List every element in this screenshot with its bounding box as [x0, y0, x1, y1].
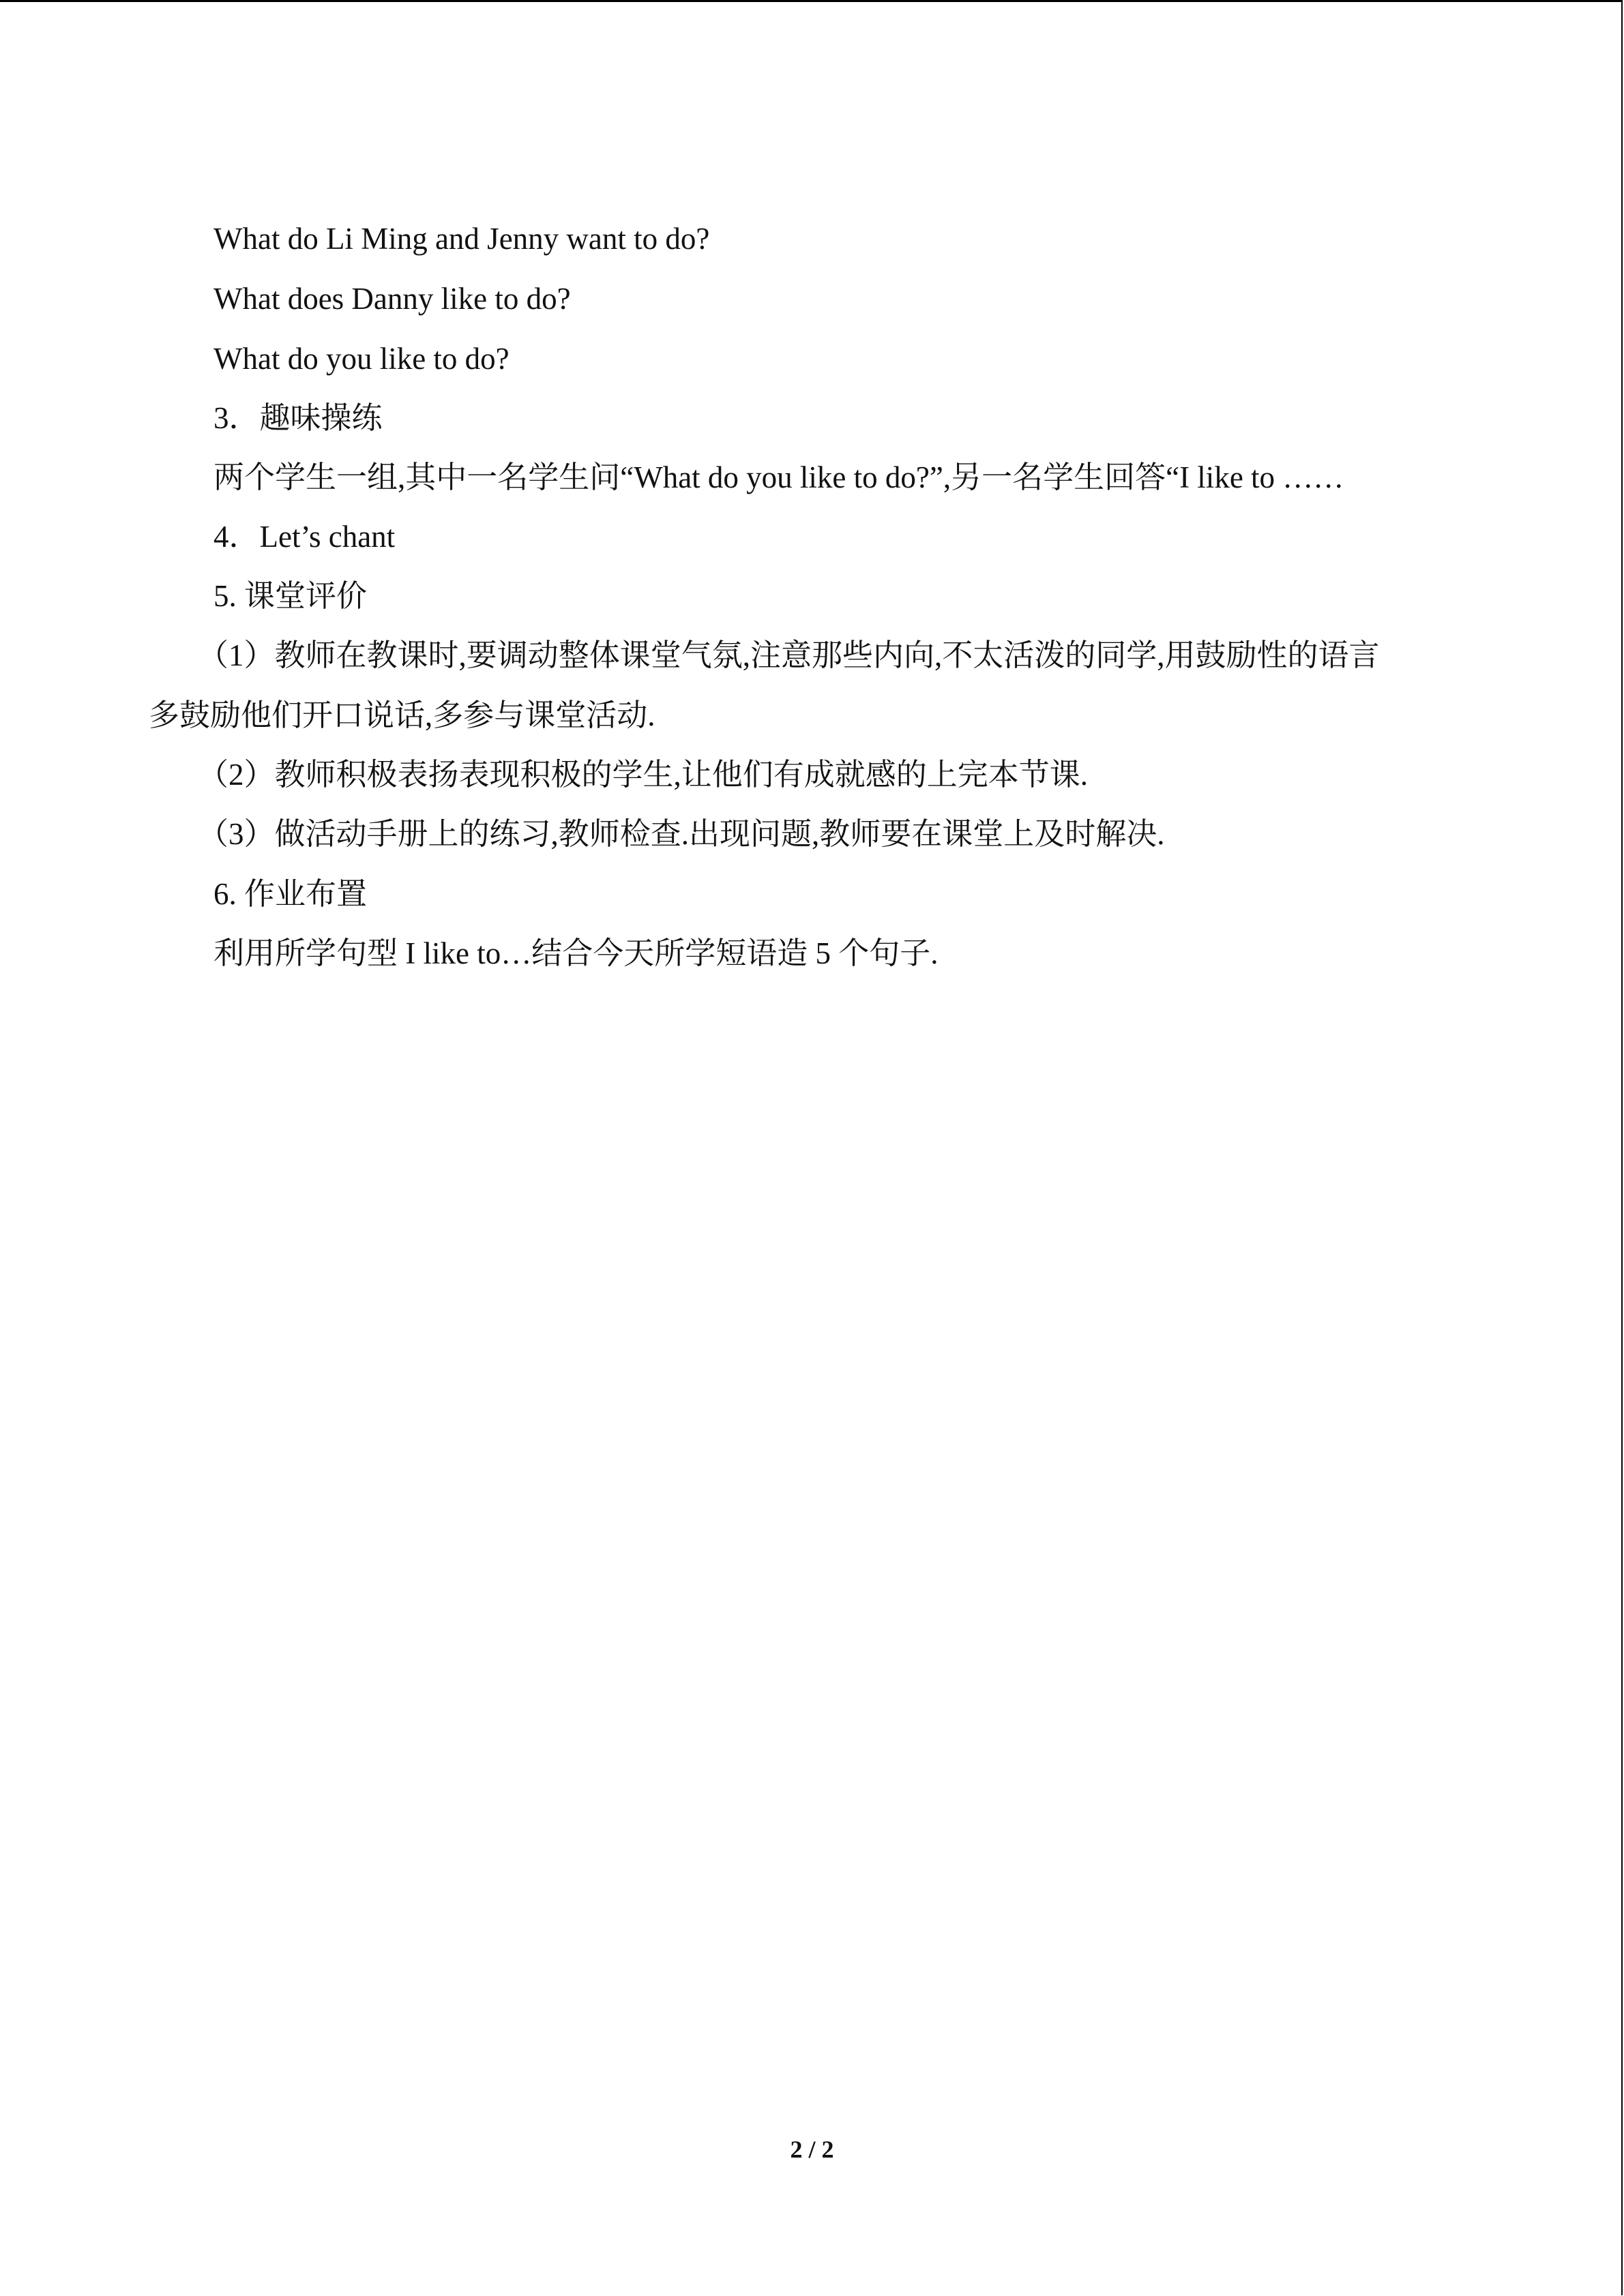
pair-practice-text: 两个学生一组,其中一名学生问“What do you like to do?”,另一名学生回答“I like to …… [213, 460, 1344, 494]
question-you: What do you like to do? [213, 342, 510, 376]
section-heading-5: 5. 课堂评价 [213, 579, 368, 613]
section-heading-4: 4．Let’s chant [213, 520, 396, 554]
question-danny: What does Danny like to do? [213, 282, 571, 316]
evaluation-item-3: （3）做活动手册上的练习,教师检查.出现问题,教师要在课堂上及时解决. [198, 817, 1165, 851]
section-heading-3: 3．趣味操练 [213, 401, 383, 435]
question-li-ming-jenny: What do Li Ming and Jenny want to do? [213, 222, 710, 256]
homework-text: 利用所学句型 I like to…结合今天所学短语造 5 个句子. [213, 936, 939, 970]
evaluation-item-1: （1）教师在教课时,要调动整体课堂气氛,注意那些内向,不太活泼的同学,用鼓励性的语言 [198, 638, 1380, 672]
section-heading-6: 6. 作业布置 [213, 877, 368, 911]
evaluation-item-2: （2）教师积极表扬表现积极的学生,让他们有成就感的上完本节课. [198, 758, 1089, 792]
evaluation-item-1-cont: 多鼓励他们开口说话,多参与课堂活动. [149, 698, 655, 732]
page-number: 2 / 2 [790, 2136, 834, 2163]
